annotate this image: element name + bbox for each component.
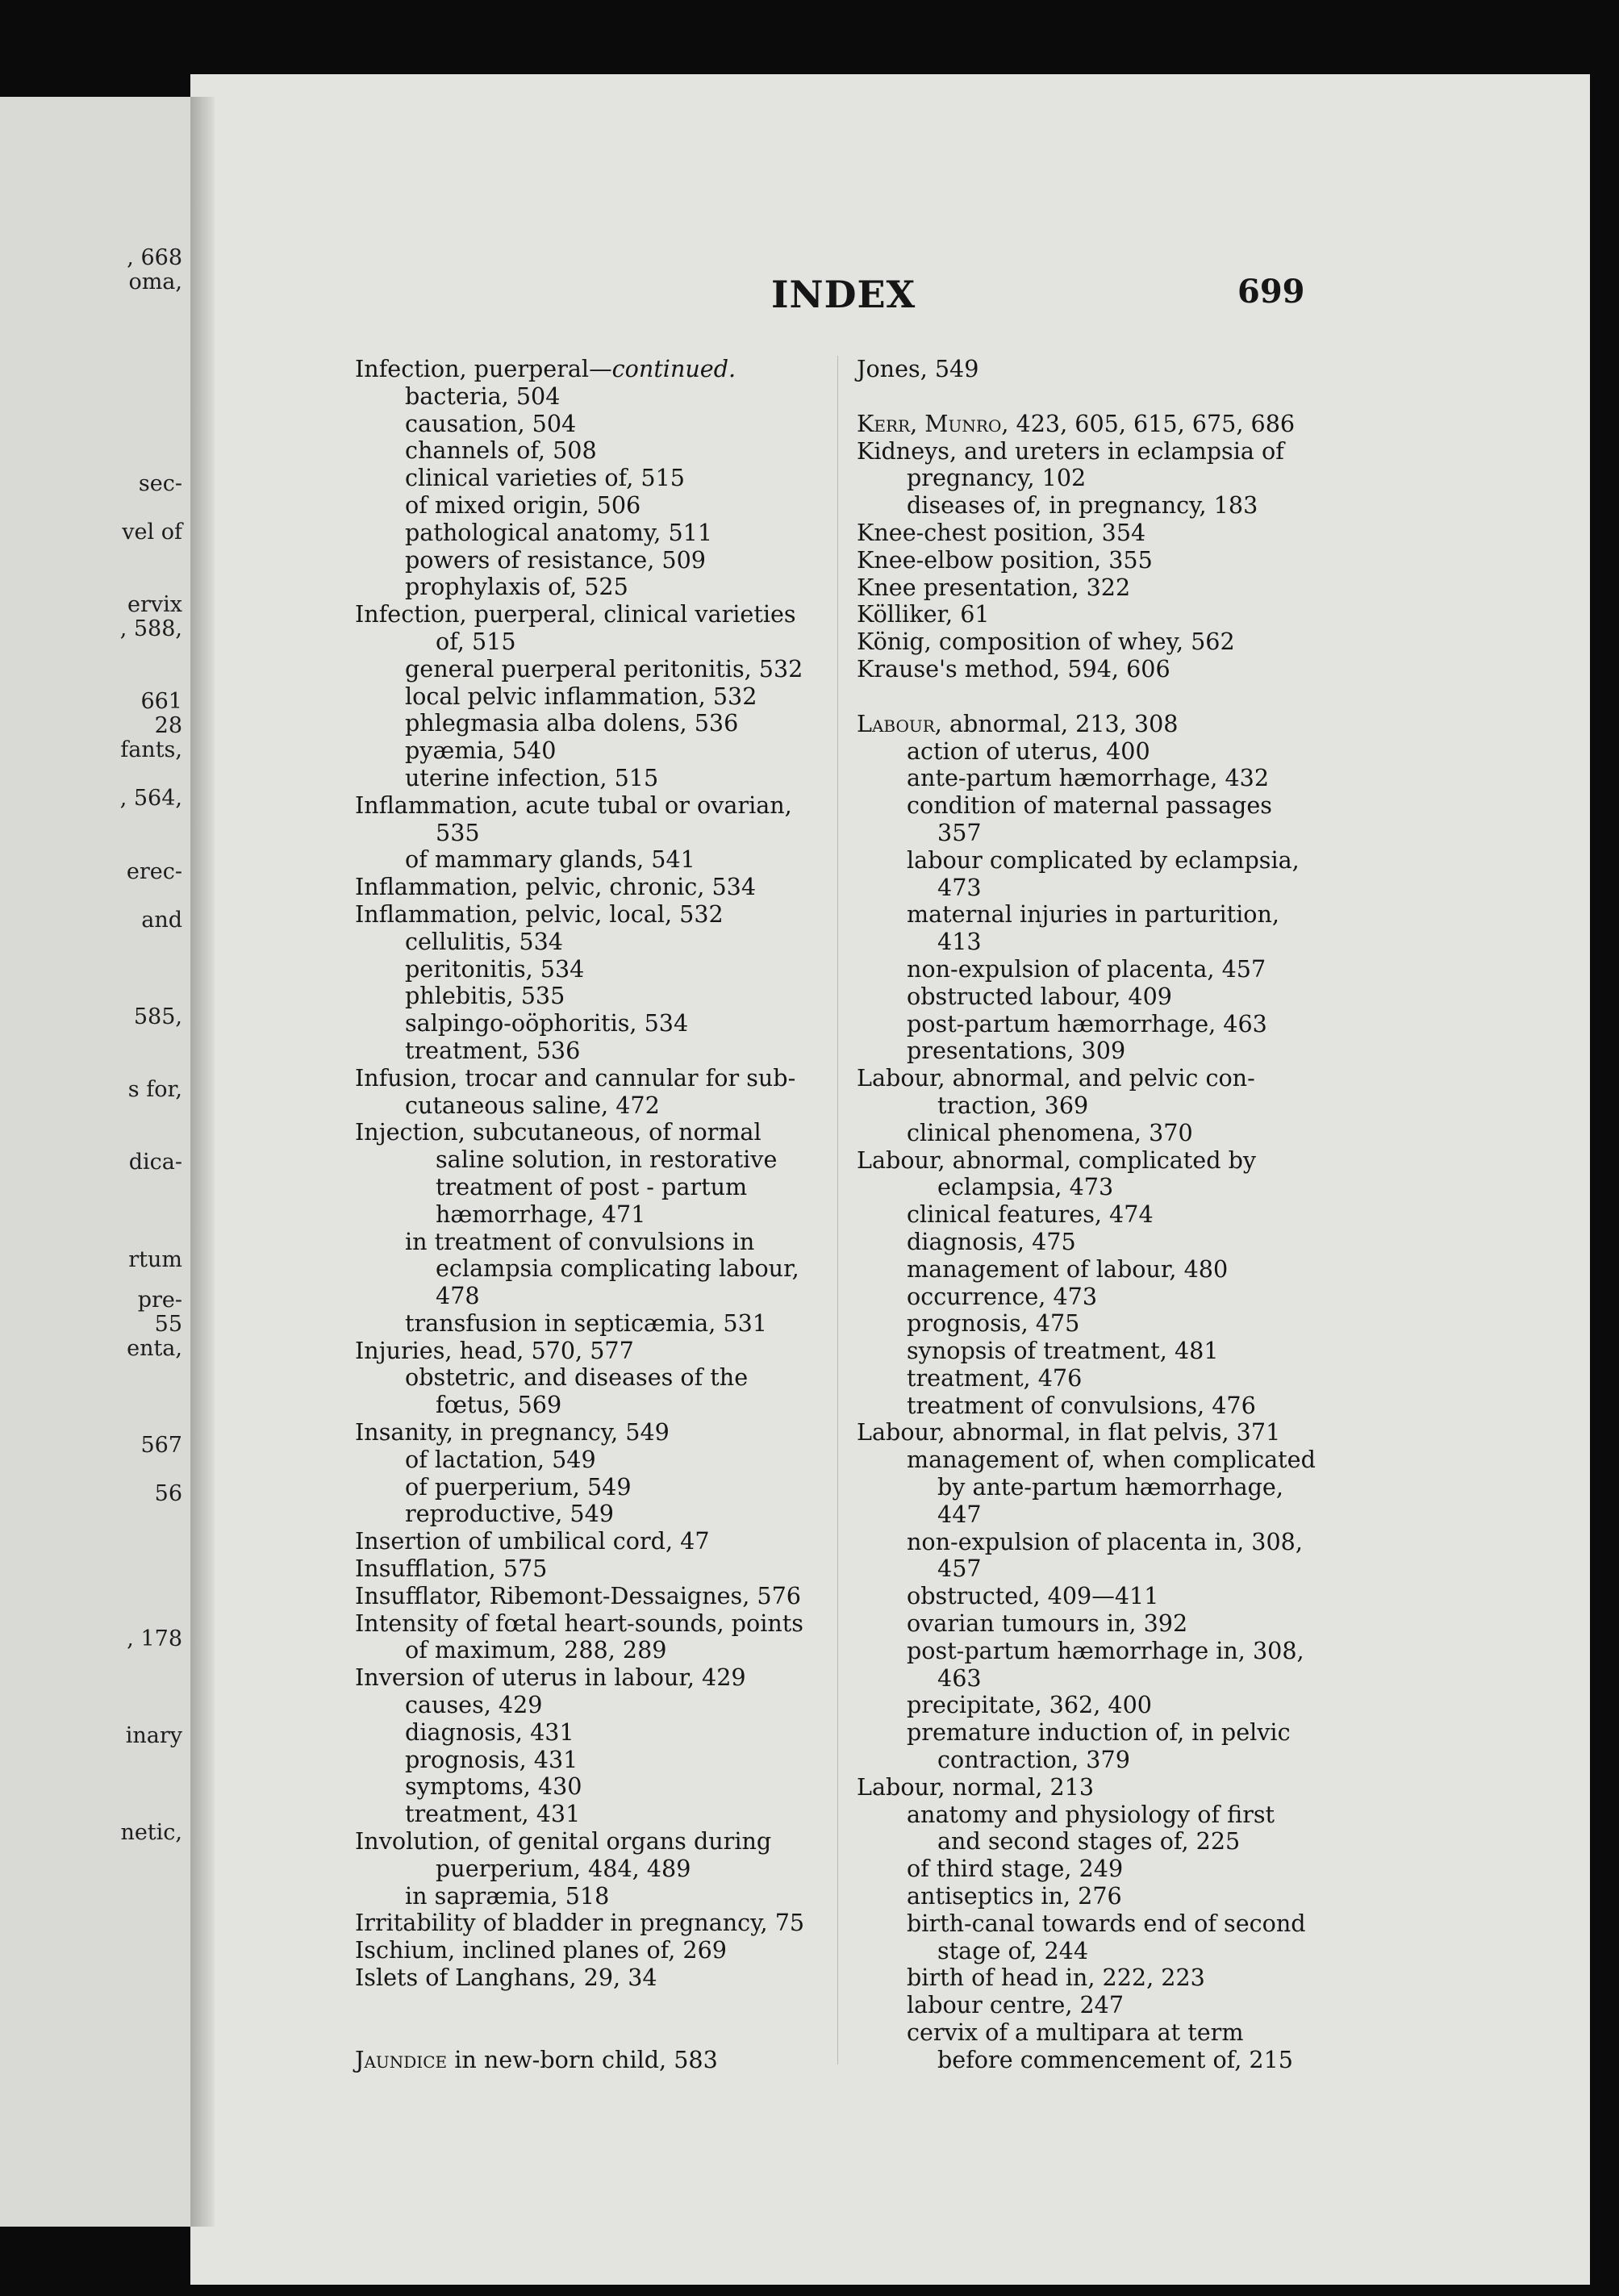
index-entry: Islets of Langhans, 29, 34	[355, 1964, 657, 1992]
index-subentry: channels of, 508	[405, 436, 597, 465]
index-entry: Infection, puerperal—continued.	[355, 355, 736, 382]
index-subentry: premature induction of, in pelvic	[907, 1718, 1291, 1747]
index-subentry: maternal injuries in parturition,	[907, 900, 1280, 929]
index-entry: Insufflator, Ribemont-Dessaignes, 576	[355, 1581, 801, 1609]
index-heading-word: Kerr, Munro,	[857, 409, 1009, 437]
index-subentry: of, 515	[436, 627, 516, 655]
index-subentry: 478	[436, 1282, 480, 1310]
index-entry: Insanity, in pregnancy, 549	[355, 1418, 670, 1446]
index-subentry: birth of head in, 222, 223	[907, 1964, 1205, 1992]
index-subentry: 357	[937, 818, 982, 846]
previous-page-text-fragment: s for,	[127, 1077, 182, 1102]
index-entry: Inversion of uterus in labour, 429	[355, 1664, 746, 1692]
index-subentry: labour complicated by eclampsia,	[907, 845, 1300, 874]
previous-page-text-fragment: , 178	[127, 1626, 182, 1651]
index-subentry: occurrence, 473	[907, 1282, 1098, 1310]
index-entry: Jaundice in new-born child, 583	[355, 2045, 718, 2073]
index-entry: Labour, abnormal, 213, 308	[857, 709, 1179, 737]
index-entry: Intensity of fœtal heart-sounds, points	[355, 1609, 803, 1637]
index-subentry: ovarian tumours in, 392	[907, 1609, 1188, 1638]
index-subentry: prophylaxis of, 525	[405, 573, 628, 601]
index-entry: Knee presentation, 322	[857, 573, 1131, 601]
previous-page-text-fragment: 56	[154, 1481, 182, 1506]
index-subentry: contraction, 379	[937, 1746, 1130, 1774]
index-subentry: reproductive, 549	[405, 1500, 614, 1528]
index-subentry: and second stages of, 225	[937, 1827, 1241, 1856]
index-entry: Inflammation, pelvic, local, 532	[355, 900, 724, 928]
index-subentry: post-partum hæmorrhage, 463	[907, 1009, 1267, 1037]
index-subentry: obstructed, 409—411	[907, 1582, 1159, 1610]
previous-page-text-fragment: 585,	[133, 1004, 182, 1029]
index-subentry: pathological anatomy, 511	[405, 518, 713, 546]
index-subentry: anatomy and physiology of first	[907, 1800, 1275, 1828]
previous-page-text-fragment: oma,	[128, 269, 182, 294]
index-subentry: treatment of convulsions, 476	[907, 1391, 1256, 1419]
index-subentry: eclampsia, 473	[937, 1173, 1114, 1201]
previous-page-text-fragment: vel of	[122, 520, 182, 545]
index-subentry: cellulitis, 534	[405, 927, 563, 955]
index-subentry: phlebitis, 535	[405, 982, 565, 1010]
index-subentry: symptoms, 430	[405, 1772, 582, 1801]
index-entry: Injuries, head, 570, 577	[355, 1336, 634, 1364]
index-subentry: uterine infection, 515	[405, 763, 659, 791]
index-subentry: post-partum hæmorrhage in, 308,	[907, 1636, 1304, 1664]
previous-page-text-fragment: 55	[154, 1312, 182, 1337]
index-subentry: fœtus, 569	[436, 1391, 562, 1419]
index-subentry: diagnosis, 475	[907, 1227, 1076, 1255]
index-subentry: non-expulsion of placenta, 457	[907, 954, 1266, 983]
index-subentry: pyæmia, 540	[405, 737, 557, 765]
index-subentry: bacteria, 504	[405, 382, 561, 410]
index-subentry: eclampsia complicating labour,	[436, 1254, 799, 1283]
index-section-gap	[355, 2019, 816, 2047]
index-entry: Ischium, inclined planes of, 269	[355, 1936, 727, 1964]
index-subentry: of maximum, 288, 289	[405, 1636, 667, 1664]
index-entry: Kerr, Munro, 423, 605, 615, 675, 686	[857, 409, 1296, 437]
index-subentry: management of, when complicated	[907, 1446, 1316, 1474]
index-subentry: clinical phenomena, 370	[907, 1118, 1193, 1146]
previous-page-text-fragment: enta,	[127, 1336, 182, 1361]
previous-page-text-fragment: netic,	[120, 1820, 182, 1845]
index-subentry: treatment, 476	[907, 1363, 1083, 1392]
index-subentry: prognosis, 431	[405, 1745, 578, 1773]
index-subentry: synopsis of treatment, 481	[907, 1337, 1219, 1365]
continued-marker: continued.	[611, 355, 736, 382]
index-subentry: causes, 429	[405, 1691, 543, 1719]
index-section-gap	[857, 683, 1320, 711]
previous-page-text-fragment: sec-	[138, 471, 182, 496]
index-subentry: clinical varieties of, 515	[405, 464, 685, 492]
index-subentry: general puerperal peritonitis, 532	[405, 654, 803, 683]
index-subentry: 457	[937, 1555, 982, 1583]
previous-page-text-fragment: 661	[140, 689, 182, 714]
index-subentry: 535	[436, 818, 480, 846]
index-entry: Labour, abnormal, complicated by	[857, 1146, 1257, 1174]
index-subentry: precipitate, 362, 400	[907, 1691, 1152, 1719]
index-subentry: labour centre, 247	[907, 1991, 1125, 2019]
previous-page-text-fragment: ervix	[127, 592, 182, 617]
index-subentry: 447	[937, 1500, 982, 1528]
index-entry: Involution, of genital organs during	[355, 1827, 772, 1856]
index-subentry: ante-partum hæmorrhage, 432	[907, 764, 1270, 792]
page-number: 699	[1237, 273, 1305, 311]
index-subentry: of lactation, 549	[405, 1445, 596, 1473]
index-entry: Knee-chest position, 354	[857, 518, 1146, 546]
index-subentry: powers of resistance, 509	[405, 545, 706, 574]
previous-page-text-fragment: erec-	[126, 859, 182, 884]
index-subentry: in treatment of convulsions in	[405, 1227, 755, 1255]
index-entry: Irritability of bladder in pregnancy, 75	[355, 1909, 805, 1937]
previous-page-text-fragment: , 564,	[119, 786, 182, 811]
previous-page-text-fragment: 567	[140, 1433, 182, 1458]
previous-page-text-fragment: pre-	[137, 1288, 182, 1313]
index-subentry: birth-canal towards end of second	[907, 1909, 1306, 1937]
index-subentry: presentations, 309	[907, 1037, 1126, 1065]
previous-page-text-fragment: rtum	[128, 1247, 182, 1272]
index-heading-word: Labour,	[857, 709, 942, 737]
index-subentry: treatment of post - partum	[436, 1172, 748, 1200]
index-subentry: phlegmasia alba dolens, 536	[405, 709, 739, 737]
index-subentry: 473	[937, 873, 982, 901]
index-subentry: cutaneous saline, 472	[405, 1091, 660, 1119]
index-subentry: non-expulsion of placenta in, 308,	[907, 1527, 1303, 1555]
index-subentry: treatment, 431	[405, 1800, 581, 1828]
index-subentry: 413	[937, 928, 982, 956]
index-subentry: 463	[937, 1664, 982, 1692]
previous-page-text-fragment: , 588,	[119, 616, 182, 641]
index-subentry: antiseptics in, 276	[907, 1882, 1122, 1910]
previous-page-text-fragment: inary	[125, 1723, 182, 1748]
index-subentry: clinical features, 474	[907, 1200, 1154, 1229]
index-entry: Krause's method, 594, 606	[857, 654, 1170, 683]
index-subentry: treatment, 536	[405, 1036, 581, 1064]
index-section-gap	[857, 383, 1320, 411]
page-gutter-shadow	[190, 97, 215, 2227]
index-subentry: stage of, 244	[937, 1936, 1089, 1964]
index-subentry: in sapræmia, 518	[405, 1881, 610, 1910]
index-subentry: by ante-partum hæmorrhage,	[937, 1473, 1283, 1501]
previous-page-text-fragment: 28	[154, 713, 182, 738]
index-subentry: action of uterus, 400	[907, 737, 1150, 765]
index-entry: Inflammation, acute tubal or ovarian,	[355, 791, 792, 819]
column-divider	[837, 356, 838, 2064]
index-entry: Insufflation, 575	[355, 1555, 548, 1583]
index-subentry: local pelvic inflammation, 532	[405, 682, 757, 710]
index-subentry: obstructed labour, 409	[907, 982, 1172, 1010]
index-column-left	[355, 356, 816, 2074]
index-entry: Labour, normal, 213	[857, 1772, 1095, 1801]
index-subentry: peritonitis, 534	[405, 954, 585, 983]
index-subentry: of mixed origin, 506	[405, 491, 641, 519]
index-subentry: condition of maternal passages	[907, 791, 1272, 820]
index-entry: Inflammation, pelvic, chronic, 534	[355, 873, 757, 901]
index-entry: König, composition of whey, 562	[857, 628, 1235, 656]
index-subentry: of puerperium, 549	[405, 1472, 632, 1501]
index-subentry: of mammary glands, 541	[405, 845, 695, 874]
index-entry: Infection, puerperal, clinical varieties	[355, 600, 796, 628]
index-subentry: causation, 504	[405, 409, 577, 437]
previous-page-text-fragment: and	[141, 908, 182, 933]
index-entry: Labour, abnormal, in flat pelvis, 371	[857, 1418, 1281, 1446]
index-subentry: obstetric, and diseases of the	[405, 1363, 749, 1392]
previous-page-text-fragment: fants,	[120, 737, 182, 762]
previous-page-text-fragment: dica-	[128, 1150, 182, 1175]
index-subentry: diseases of, in pregnancy, 183	[907, 491, 1258, 520]
index-subentry: hæmorrhage, 471	[436, 1200, 646, 1228]
index-subentry: diagnosis, 431	[405, 1718, 574, 1746]
index-entry: Insertion of umbilical cord, 47	[355, 1527, 710, 1555]
previous-page-text-fragment: , 668	[127, 245, 182, 270]
index-subentry: before commencement of, 215	[937, 2045, 1293, 2073]
index-subentry: salpingo-oöphoritis, 534	[405, 1009, 689, 1037]
index-entry: Injection, subcutaneous, of normal	[355, 1118, 762, 1146]
index-column-right	[857, 356, 1320, 2074]
index-subentry: saline solution, in restorative	[436, 1146, 778, 1174]
index-entry: Kidneys, and ureters in eclampsia of	[857, 436, 1284, 465]
index-subentry: prognosis, 475	[907, 1309, 1080, 1338]
index-subentry: traction, 369	[937, 1091, 1089, 1119]
index-heading-word: Jaundice	[355, 2045, 448, 2073]
index-subentry: cervix of a multipara at term	[907, 2018, 1244, 2047]
index-entry: Jones, 549	[857, 355, 979, 382]
index-subentry: transfusion in septicæmia, 531	[405, 1309, 767, 1337]
index-entry: Kölliker, 61	[857, 600, 990, 628]
index-subentry: management of labour, 480	[907, 1254, 1229, 1283]
index-entry: Knee-elbow position, 355	[857, 545, 1153, 574]
index-entry: Infusion, trocar and cannular for sub-	[355, 1063, 796, 1092]
index-subentry: puerperium, 484, 489	[436, 1854, 691, 1882]
index-section-gap	[355, 1992, 816, 2019]
index-entry: Labour, abnormal, and pelvic con-	[857, 1064, 1255, 1092]
index-subentry: of third stage, 249	[907, 1855, 1124, 1883]
page-title: INDEX	[771, 273, 916, 316]
index-subentry: pregnancy, 102	[907, 464, 1087, 492]
previous-page-edge	[0, 97, 190, 2227]
